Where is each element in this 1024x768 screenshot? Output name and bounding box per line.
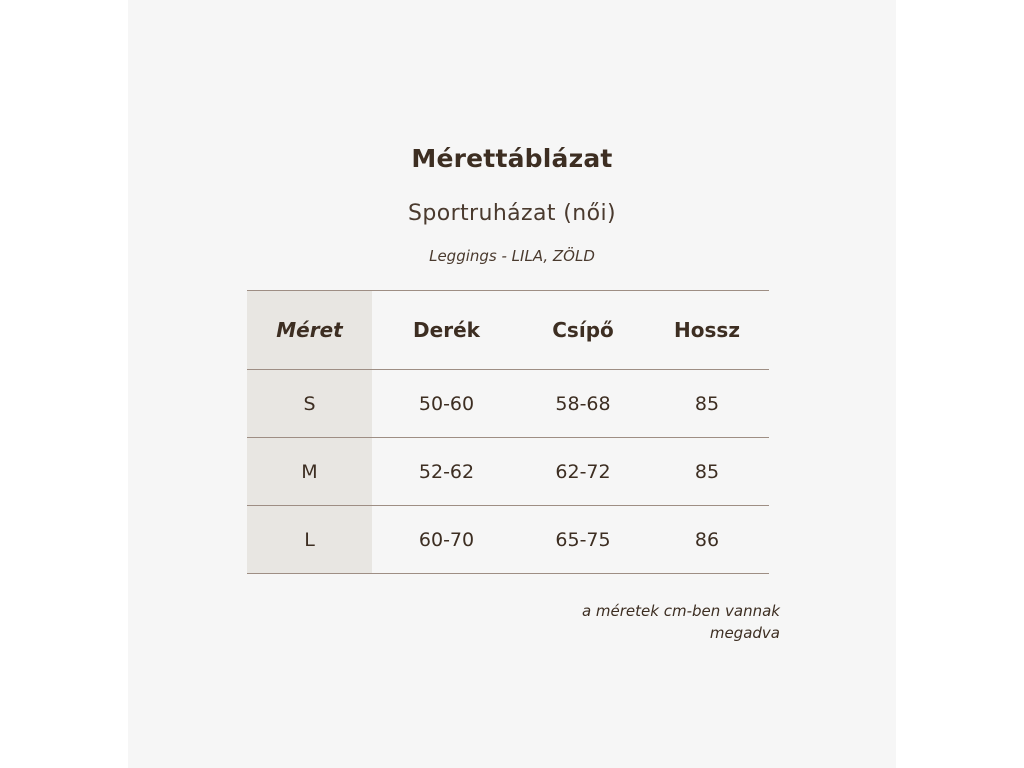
header-waist: Derék [413, 318, 480, 342]
size-cell: S [247, 370, 372, 437]
product-line: Leggings - LILA, ZÖLD [429, 247, 595, 265]
header-length: Hossz [674, 318, 740, 342]
header-size: Méret [247, 291, 372, 369]
length-cell: 85 [694, 460, 720, 483]
chart-title: Mérettáblázat [411, 144, 613, 173]
hip-cell: 65-75 [555, 528, 611, 551]
waist-cell: 52-62 [418, 460, 475, 483]
table-header-row [247, 290, 769, 369]
hip-cell: 58-68 [555, 392, 611, 415]
waist-cell: 60-70 [418, 528, 475, 551]
size-cell: M [247, 438, 372, 505]
size-cell: L [247, 506, 372, 573]
units-note-line: megadva [709, 624, 780, 642]
size-table [247, 290, 769, 574]
size-chart-card [128, 0, 896, 768]
waist-cell: 50-60 [418, 392, 475, 415]
table-row [247, 369, 769, 437]
chart-subtitle: Sportruházat (női) [407, 201, 616, 226]
table-row [247, 437, 769, 505]
length-cell: 85 [694, 392, 720, 415]
units-note [582, 600, 780, 644]
table-row [247, 505, 769, 574]
units-note-line: a méretek cm-ben vannak [581, 602, 780, 620]
length-cell: 86 [694, 528, 720, 551]
header-hip: Csípő [552, 318, 614, 342]
hip-cell: 62-72 [555, 460, 611, 483]
